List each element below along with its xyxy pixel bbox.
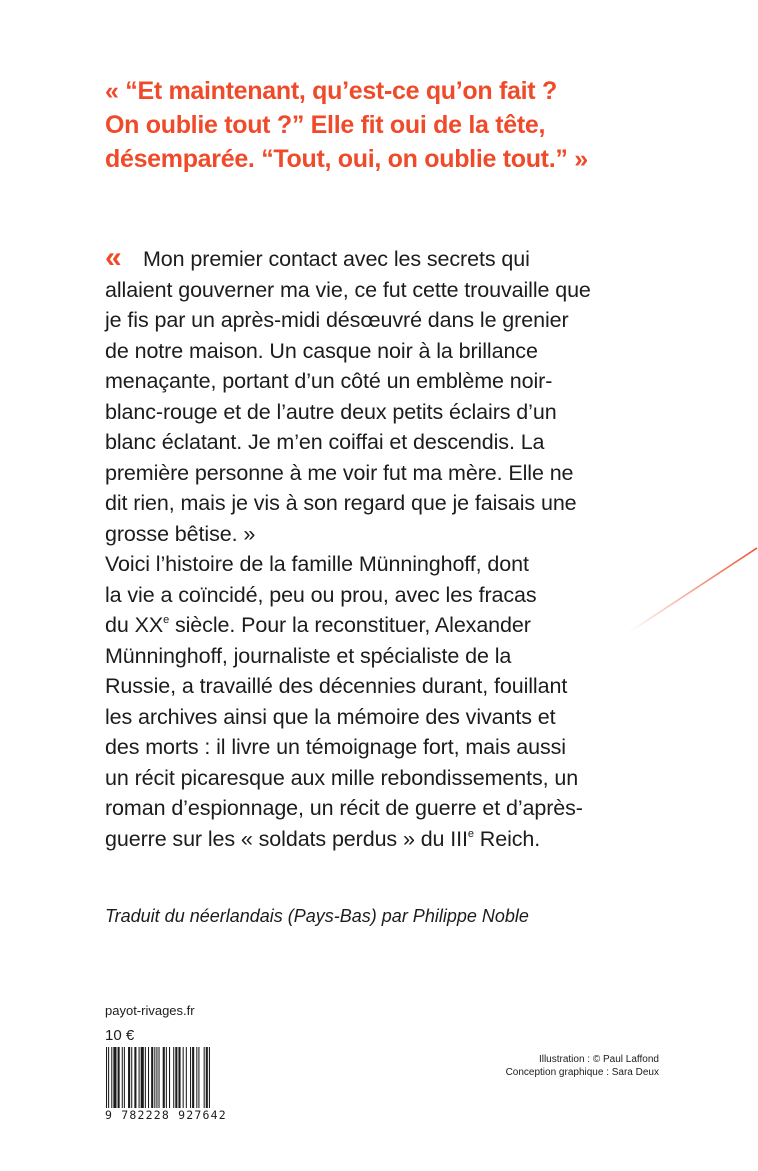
barcode-bar [139,1047,140,1111]
barcode-bar [122,1047,123,1111]
illustration-credit: Illustration : © Paul Laffond [538,1054,659,1065]
blurb-line: blanc éclatant. Je m’en coiffai et descendis. La [105,430,545,454]
blurb-line: des morts : il livre un témoignage fort, mais aussi [105,735,566,759]
blurb-text-fragment: siècle. Pour la reconstituer, Alexander [169,613,531,637]
barcode-bar [148,1047,149,1111]
barcode-bar [159,1047,160,1111]
barcode-bar [178,1047,180,1111]
barcode-bar [173,1047,174,1111]
isbn-barcode [105,1047,255,1126]
design-credit: Conception graphique : Sara Deux [505,1067,659,1078]
barcode-bar [163,1047,165,1111]
blurb-line: blanc-rouge et de l’autre deux petits éclairs d’un [105,399,557,424]
barcode-bar [118,1047,120,1111]
blurb-line: roman d’espionnage, un récit de guerre et d’après- [105,796,583,820]
barcode-bar [108,1047,109,1111]
barcode-bar [156,1047,157,1111]
translator-credit: Traduit du néerlandais (Pays-Bas) par Philippe Noble [105,906,529,926]
barcode-bars [105,1047,255,1111]
barcode-bar [209,1047,210,1111]
barcode-bar [186,1047,187,1111]
barcode-bar [154,1047,155,1111]
price: 10 € [105,1027,135,1044]
barcode-bar [134,1047,136,1111]
barcode-bar [169,1047,170,1111]
barcode-bar [183,1047,184,1111]
blurb-line [105,610,665,641]
barcode-bar [131,1047,132,1111]
barcode-bar [204,1047,205,1111]
barcode-bar [196,1047,197,1111]
blurb-line: je fis par un après-midi désœuvré dans le grenier [105,308,569,332]
blurb-line: Russie, a travaillé des décennies durant, fouillant [105,674,568,698]
pull-quote-line: désemparée. “Tout, oui, on oublie tout.” » [105,145,588,173]
pull-quote [105,74,665,176]
image-credits [506,1053,659,1079]
opening-quote-mark: « [105,241,116,274]
barcode-bar [124,1047,125,1111]
blurb-line [105,241,665,275]
superscript: e [467,827,474,840]
barcode-bar [166,1047,167,1111]
blurb-text-fragment: Reich. [473,826,541,851]
barcode-bar [198,1047,199,1111]
superscript: e [163,614,170,626]
publisher-website: payot-rivages.fr [105,1003,195,1018]
blurb-line: allaient gouverner ma vie, ce fut cette trouvaille que [105,277,591,302]
blurb-line: grosse bêtise. » [105,521,256,546]
barcode-bar [113,1047,116,1111]
isbn-number: 9 782228 927642 [105,1108,255,1122]
barcode-bar [128,1047,130,1111]
blurb-line: Münninghoff, journaliste et spécialiste de la [105,643,512,668]
barcode-bar [175,1047,177,1111]
blurb-text-fragment: guerre sur les « soldats perdus » du III [105,826,468,851]
blurb-line: les archives ainsi que la mémoire des vivants et [105,704,556,729]
barcode-bar [141,1047,144,1111]
barcode-bar [206,1047,208,1111]
blurb-line [105,824,665,855]
barcode-bar [145,1047,146,1111]
pull-quote-line: On oublie tout ?” Elle fit oui de la tête, [105,111,546,139]
pull-quote-line: « “Et maintenant, qu’est-ce qu’on fait ? [105,77,557,105]
barcode-bar [192,1047,194,1111]
blurb-line: Voici l’histoire de la famille Münninghoff, dont [105,552,529,576]
blurb-line: de notre maison. Un casque noir à la brillance [105,338,538,363]
blurb-line: première personne à me voir fut ma mère. Elle ne [105,460,574,485]
blurb-line: un récit picaresque aux mille rebondissements, un [105,765,579,790]
blurb-line: dit rien, mais je vis à son regard que je faisais une [105,491,577,515]
barcode-bar [111,1047,112,1111]
barcode-bar [151,1047,153,1111]
blurb-text [105,241,665,854]
blurb-line: menaçante, portant d’un côté un emblème noir- [105,369,553,393]
blurb-line-text: Mon premier contact avec les secrets qui [143,247,530,271]
barcode-bar [106,1047,107,1111]
blurb-text-fragment: du XX [105,613,164,637]
blurb-line: la vie a coïncidé, peu ou prou, avec les fracas [105,582,537,607]
barcode-bar [190,1047,191,1111]
